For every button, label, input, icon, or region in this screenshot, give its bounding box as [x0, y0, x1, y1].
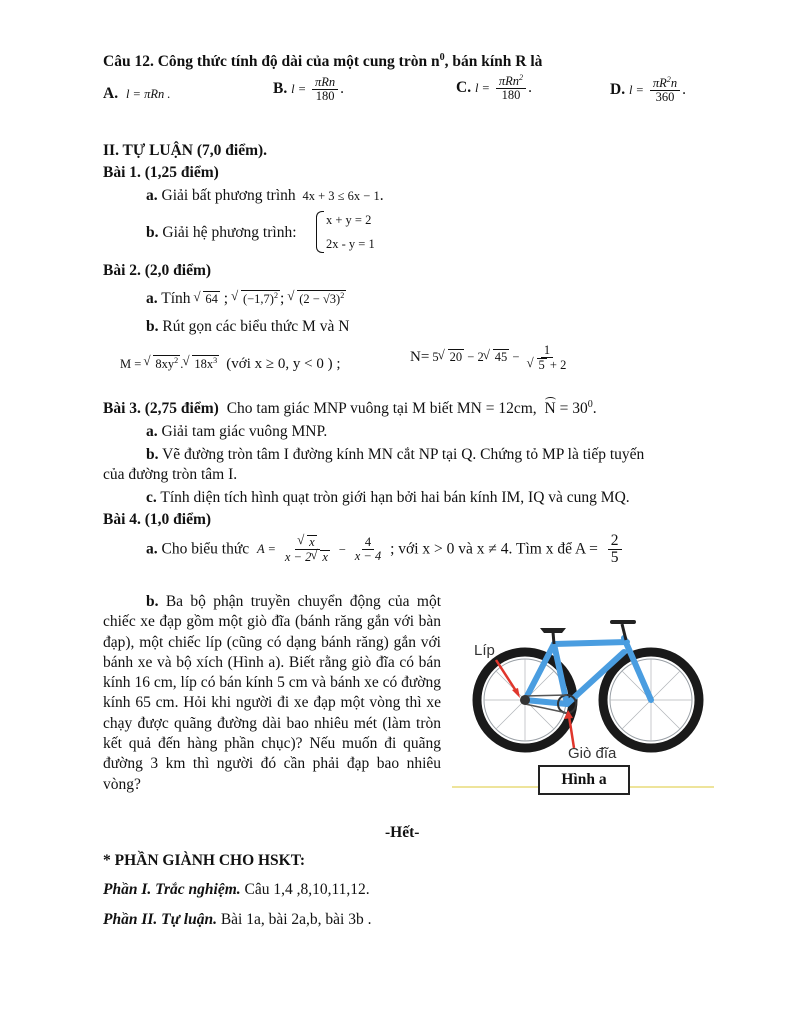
n-fraction: 1 √ 5 + 2 [525, 344, 570, 372]
option-c-label: C. [456, 78, 472, 96]
bicycle-frame [525, 638, 651, 704]
bai-3b-line1: b. Vẽ đường tròn tâm I đường kính MN cắt NP tại Q. Chứng tỏ MP là tiếp tuyến [146, 446, 645, 463]
expression-n: N= 5√ 20 − 2√ 45 − 1 √ 5 + 2 [410, 344, 571, 372]
bai-1-title: Bài 1. (1,25 điểm) [103, 164, 219, 181]
root-20: √ 20 [439, 349, 465, 365]
bai-2-title: Bài 2. (2,0 điểm) [103, 262, 212, 279]
item-text: Tính [161, 290, 191, 308]
option-c [456, 74, 532, 102]
item-text: Rút gọn các biểu thức M và N [162, 318, 350, 335]
bai-3-text: Cho tam giác MNP vuông tại M biết MN = 12cm, [226, 400, 537, 418]
condition: ; với x > 0 và x ≠ 4. Tìm x để A = [390, 540, 598, 558]
period: . [528, 78, 532, 96]
bai-4-title: Bài 4. (1,0 điểm) [103, 511, 212, 528]
bai-3-title: Bài 3. (2,75 điểm) [103, 400, 219, 418]
question-text-tail: , bán kính R là [444, 53, 543, 71]
expression-m: M = √ $8xy^2$ .√ $18x^3$ (với x ≥ 0, y < 0 ) ; [120, 355, 341, 373]
fraction-numerator: $\pi R^2n$ [650, 76, 680, 91]
option-d-fraction [650, 76, 680, 104]
root-64: √ 64 [194, 291, 220, 307]
inequality: 4x + 3 ≤ 6x − 1 [302, 189, 380, 203]
figure-caption: Hình a [538, 765, 630, 795]
fraction-numerator: πRn$^2$ [496, 74, 526, 89]
question-text: Công thức tính độ dài của một cung tròn n [157, 53, 440, 71]
period: . [682, 80, 686, 98]
root-2-minus-root3-squared: √ $(2 - √3)^2$ [288, 290, 346, 307]
bai-2b [146, 318, 349, 336]
option-c-lhs: l = [474, 80, 490, 95]
equation-system [316, 208, 375, 256]
option-c-fraction [496, 74, 526, 102]
fraction-denominator: 180 [315, 89, 335, 104]
fraction-numerator: πRn [312, 76, 338, 90]
item-text: Ba bộ phận truyền chuyển động của một chiếc xe đạp gồm một giò đĩa (bánh răng gắn với bàn đạp), một chiếc líp (cũng có dạng bánh răng) gắn với bánh xe và bộ xích (Hình a). Biết rằng giò đĩa có bán kính 16 cm, líp có bán kính 5 cm và bánh xe có đường kính 65 cm. Hỏi khi người đi xe đạp một vòng thì xe chạy được quãng đường dài bao nhiêu mét (làm tròn kết quả đến hàng phần chục)? Nếu muốn đi quãng đường 3 km thì người đó cần phải đạp bao nhiêu vòng? [103, 593, 442, 793]
hskt-part-2: Phần II. Tự luận. Bài 1a, bài 2a,b, bài 3b . [103, 911, 372, 928]
value-fraction: $\frac{2}{5}$ [608, 533, 622, 567]
option-a [103, 85, 171, 103]
fraction-denominator: 360 [655, 90, 675, 105]
option-b-label: B. [273, 80, 288, 98]
condition: (với x ≥ 0, y < 0 ) ; [226, 356, 341, 373]
fraction-sqrt-x: √ $\frac{x}{x - 2√ x}$ [282, 535, 333, 564]
label-lip: Líp [474, 642, 495, 659]
fraction-denominator: 180 [501, 88, 521, 103]
bai-4b-paragraph [103, 592, 441, 795]
root-45: √ 45 [484, 349, 510, 365]
bicycle-figure [452, 598, 714, 798]
angle-n: N [544, 400, 556, 418]
option-b [273, 76, 344, 103]
label-gio-dia: Giò đĩa [568, 745, 617, 762]
bai-1b [146, 224, 297, 242]
option-b-lhs: l = [291, 82, 307, 97]
hskt-title: * PHẦN GIÀNH CHO HSKT: [103, 852, 306, 869]
question-label: Câu 12. [103, 53, 154, 71]
option-b-fraction [312, 76, 338, 103]
item-text: Giải hệ phương trình: [162, 224, 297, 241]
item-label: a. [146, 187, 158, 204]
bai-3c: c. Tính diện tích hình quạt tròn giới hạn bởi hai bán kính IM, IQ và cung MQ. [146, 489, 630, 506]
period: . [340, 80, 345, 98]
degree-mark: 0 [439, 52, 445, 63]
option-d-lhs: l = [628, 82, 644, 97]
bai-3a: a. Giải tam giác vuông MNP. [146, 423, 328, 440]
system-eq-2: 2x - y = 1 [326, 237, 375, 251]
option-a-label: A. [103, 85, 119, 102]
item-label: b. [146, 224, 159, 241]
bai-3b-line2: của đường tròn tâm I. [103, 466, 238, 483]
system-brace [316, 208, 375, 256]
root-8xy2: √ $8xy^2$ [144, 355, 180, 372]
bai-2a: a. Tính √ 64 ; √ $(-1,7)^2$ ; √ $(2 - √3)^2$ [146, 290, 346, 308]
option-d-label: D. [610, 80, 626, 98]
item-label: a. [146, 290, 158, 308]
system-eq-1: x + y = 2 [326, 213, 372, 227]
bai-1a: a. Giải bất phương trình 4x + 3 ≤ 6x − 1. [146, 187, 384, 204]
item-label: b. [146, 593, 159, 610]
fraction-4: $\frac{4}{x - 4}$ [354, 535, 382, 564]
bai-3-intro: Bài 3. (2,75 điểm) Cho tam giác MNP vuông tại M biết MN = 12cm, $N = 30^0$. [103, 399, 597, 418]
root-18x3: √ $18x^3$ [183, 355, 219, 372]
option-a-formula: l = πRn . [125, 87, 171, 101]
bai-4a: a. Cho biểu thức A = √ $\frac{x}{x - 2√ x}$ − $\frac{4}{x - 4}$ ; với x > 0 và x ≠ 4. Tìm x để A = $\frac{2}{5}$ [146, 533, 624, 567]
option-d [610, 76, 686, 104]
question-12-stem [103, 52, 542, 71]
end-mark: -Hết- [385, 824, 420, 841]
item-text: Giải bất phương trình [161, 187, 296, 204]
hskt-part-1: Phần I. Trắc nghiệm. Câu 1,4 ,8,10,11,12. [103, 881, 370, 898]
section-title-tu-luan: II. TỰ LUẬN (7,0 điểm). [103, 142, 268, 159]
item-label: b. [146, 318, 159, 335]
root-neg-1-7-squared: √ $(-1,7)^2$ [232, 290, 280, 307]
